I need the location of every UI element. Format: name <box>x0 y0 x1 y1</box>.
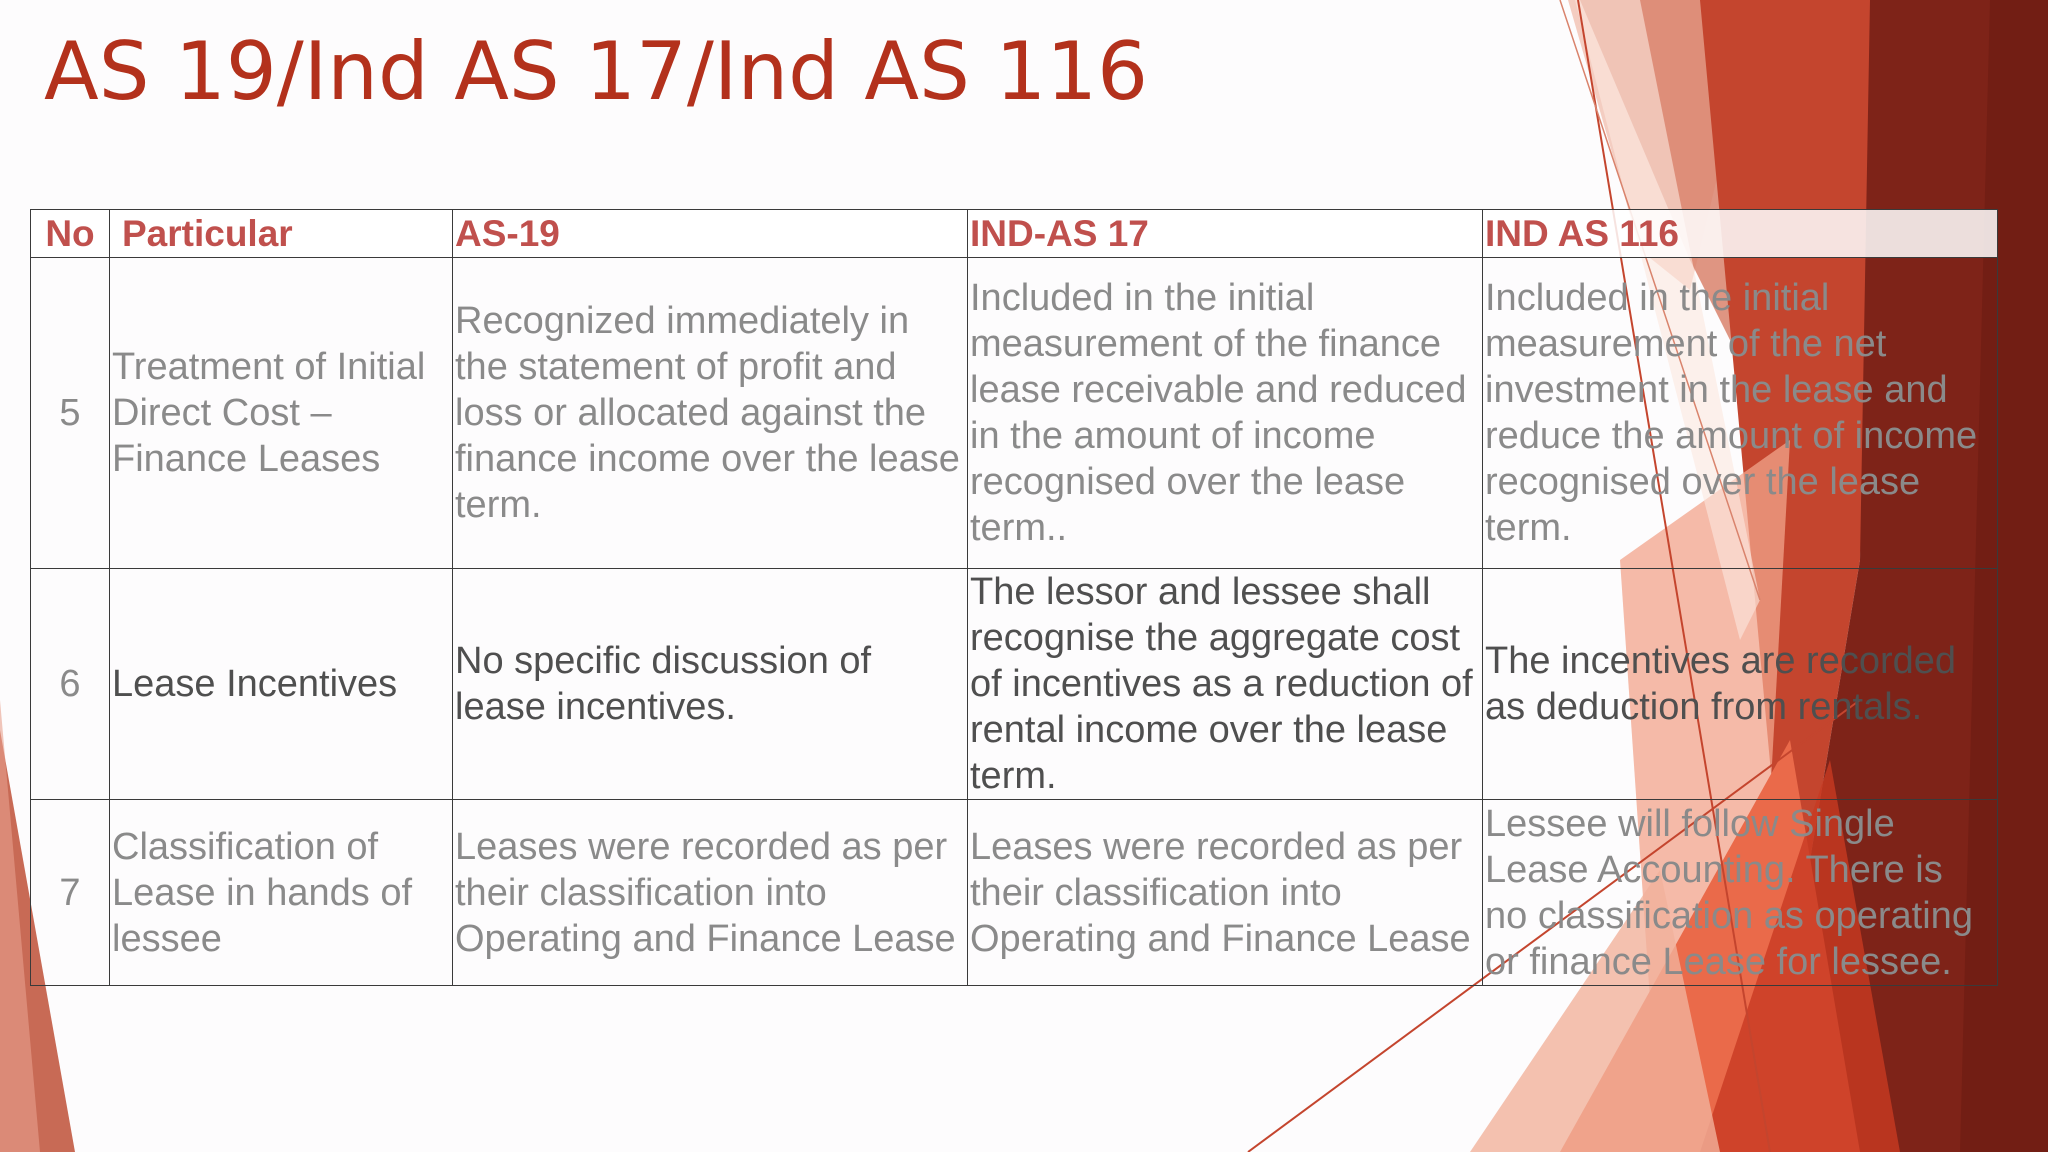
header-indas116: IND AS 116 <box>1483 210 1998 258</box>
row-particular: Classification of Lease in hands of lessee <box>110 800 453 986</box>
row-particular: Treatment of Initial Direct Cost – Finance Leases <box>110 258 453 569</box>
comparison-table <box>30 209 1998 986</box>
row-indas116: The incentives are recorded as deduction from rentals. <box>1483 569 1998 800</box>
table-header-row <box>31 210 1998 258</box>
row-indas17: The lessor and lessee shall recognise the aggregate cost of incentives as a reduction of rental income over the lease term. <box>968 569 1483 800</box>
row-indas116: Lessee will follow Single Lease Accounting. There is no classification as operating or finance Lease for lessee. <box>1483 800 1998 986</box>
header-indas17: IND-AS 17 <box>968 210 1483 258</box>
table-row <box>31 258 1998 569</box>
table-row <box>31 569 1998 800</box>
row-number: 6 <box>31 569 110 800</box>
header-as19: AS-19 <box>453 210 968 258</box>
table-row <box>31 800 1998 986</box>
row-particular: Lease Incentives <box>110 569 453 800</box>
row-number: 7 <box>31 800 110 986</box>
row-indas17: Leases were recorded as per their classification into Operating and Finance Lease <box>968 800 1483 986</box>
row-as19: Recognized immediately in the statement of profit and loss or allocated against the finance income over the lease term. <box>453 258 968 569</box>
header-no: No <box>31 210 110 258</box>
row-as19: Leases were recorded as per their classification into Operating and Finance Lease <box>453 800 968 986</box>
header-particular: Particular <box>110 210 453 258</box>
row-as19: No specific discussion of lease incentives. <box>453 569 968 800</box>
row-number: 5 <box>31 258 110 569</box>
row-indas116: Included in the initial measurement of the net investment in the lease and reduce the amount of income recognised over the lease term. <box>1483 258 1998 569</box>
slide-title: AS 19/Ind AS 17/Ind AS 116 <box>44 25 1149 118</box>
row-indas17: Included in the initial measurement of the finance lease receivable and reduced in the amount of income recognised over the lease term.. <box>968 258 1483 569</box>
